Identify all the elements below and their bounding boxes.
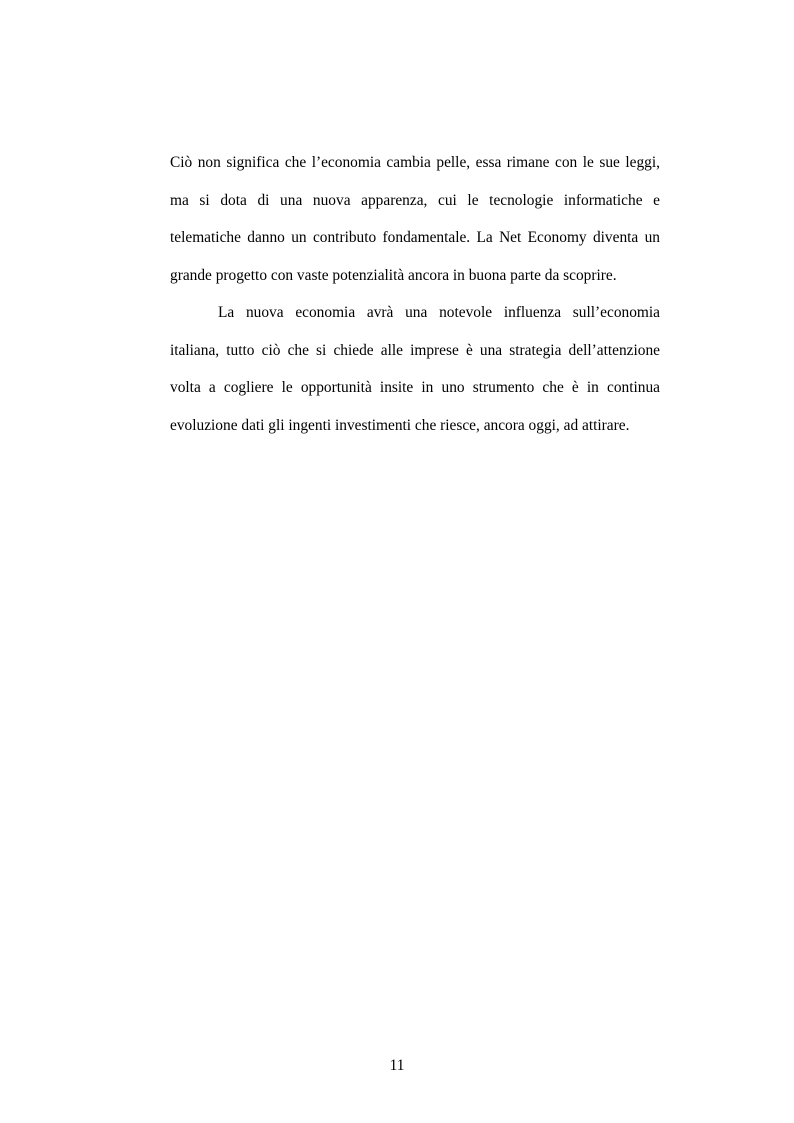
paragraph-1-line-1: Ciò non significa che l’economia cambia pelle, essa rimane con le sue leggi, (170, 154, 660, 171)
paragraph-1-line-4: grande progetto con vaste potenzialità ancora in buona parte da scoprire. (170, 266, 617, 284)
paragraph-1-line-3: telematiche danno un contributo fondamentale. La Net Economy diventa un (170, 229, 660, 246)
page-number: 11 (389, 1057, 405, 1074)
paragraph-1 (170, 148, 660, 298)
paragraph-2 (170, 298, 660, 448)
paragraph-2-line-4: evoluzione dati gli ingenti investimenti che riesce, ancora oggi, ad attirare. (170, 416, 630, 434)
paragraph-2-line-1: La nuova economia avrà una notevole influenza sull’economia (218, 304, 660, 321)
paragraph-1-line-2: ma si dota di una nuova apparenza, cui le tecnologie informatiche e (170, 191, 660, 209)
body-text (170, 148, 660, 448)
paragraph-2-line-3: volta a cogliere le opportunità insite in uno strumento che è in continua (170, 379, 660, 396)
paragraph-2-line-2: italiana, tutto ciò che si chiede alle imprese è una strategia dell’attenzione (170, 341, 660, 359)
